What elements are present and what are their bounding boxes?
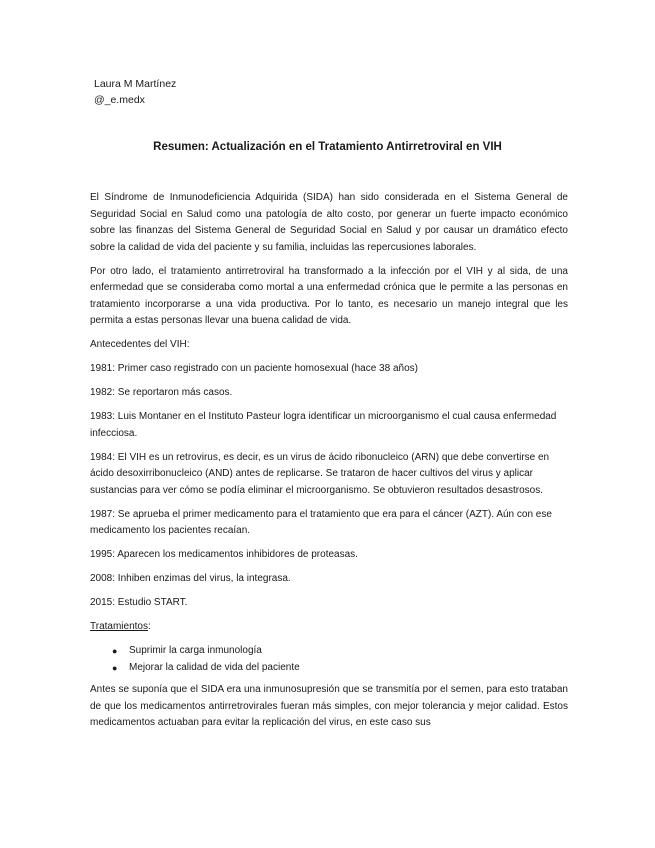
- timeline-item: 1981: Primer caso registrado con un paciente homosexual (hace 38 años): [90, 363, 418, 374]
- bullet-icon: ●: [112, 646, 118, 656]
- second-paragraph: Por otro lado, el tratamiento antirretroviral ha transformado a la infección por el VIH y al sida, de una enfermedad que se consideraba como mortal a una enfermedad crónica que le permite a las personas en tratamiento incorporarse a una vida productiva. Por lo tanto, es necesario un manejo integral que les permita a estas personas llevar una buena calidad de vida.: [90, 265, 568, 326]
- list-item-text: Suprimir la carga inmunología: [129, 645, 262, 656]
- intro-paragraph: El Síndrome de Inmunodeficiencia Adquirida (SIDA) han sido considerada en el Sistema General de Seguridad Social en Salud como una patología de alto costo, por generar un fuerte impacto económico sobre las finanzas del Sistema General de Seguridad Social en Salud y por causar un dramático efecto sobre la calidad de vida del paciente y su familia, incluidas las repercusiones laborales.: [90, 192, 568, 253]
- list-item-text: Mejorar la calidad de vida del paciente: [129, 661, 300, 673]
- closing-paragraph: Antes se suponía que el SIDA era una inmunosupresión que se transmitía por el semen, para esto trataban de que los medicamentos antirretrovirales fueran más simples, con mejor tolerancia y mejor calidad. Estos medicamentos actuaban para evitar la replicación del virus, en este caso sus: [90, 684, 568, 728]
- tratamientos-list: [90, 643, 568, 676]
- document-title: Resumen: Actualización en el Tratamiento Antirretroviral en VIH: [153, 141, 502, 153]
- timeline-item: 2015: Estudio START.: [90, 597, 188, 608]
- bullet-icon: ●: [112, 662, 118, 673]
- antecedentes-heading: Antecedentes del VIH:: [90, 339, 190, 350]
- list-item: [90, 660, 568, 677]
- tratamientos-colon: :: [147, 621, 151, 632]
- list-item: [90, 643, 568, 660]
- timeline-item: 1983: Luis Montaner en el Instituto Pasteur logra identificar un microorganismo el cual causa enfermedad infecciosa.: [90, 411, 557, 439]
- author-block: [94, 76, 176, 108]
- author-name: Laura M Martínez: [94, 78, 177, 90]
- timeline-item: 1984: El VIH es un retrovirus, es decir, es un virus de ácido ribonucleico (ARN) que debe convertirse en ácido desoxirribonucleico (AND) antes de replicarse. Se trataron de hacer cultivos del virus y aplicar sustancias para ver cómo se podía eliminar el microorganismo. Se obtuvieron resultados desastrosos.: [90, 451, 550, 496]
- tratamientos-heading: [90, 619, 568, 636]
- timeline-item: 1987: Se aprueba el primer medicamento para el tratamiento que era para el cáncer (AZT). Aún con ese medicamento los pacientes recaían.: [90, 508, 552, 536]
- tratamientos-heading-text: Tratamientos: [90, 621, 148, 632]
- document-body: [90, 190, 568, 739]
- timeline-item: 2008: Inhiben enzimas del virus, la integrasa.: [90, 573, 291, 584]
- author-handle: @_e.medx: [94, 94, 145, 106]
- timeline-item: 1982: Se reportaron más casos.: [90, 387, 233, 398]
- timeline-item: 1995: Aparecen los medicamentos inhibidores de proteasas.: [90, 549, 358, 560]
